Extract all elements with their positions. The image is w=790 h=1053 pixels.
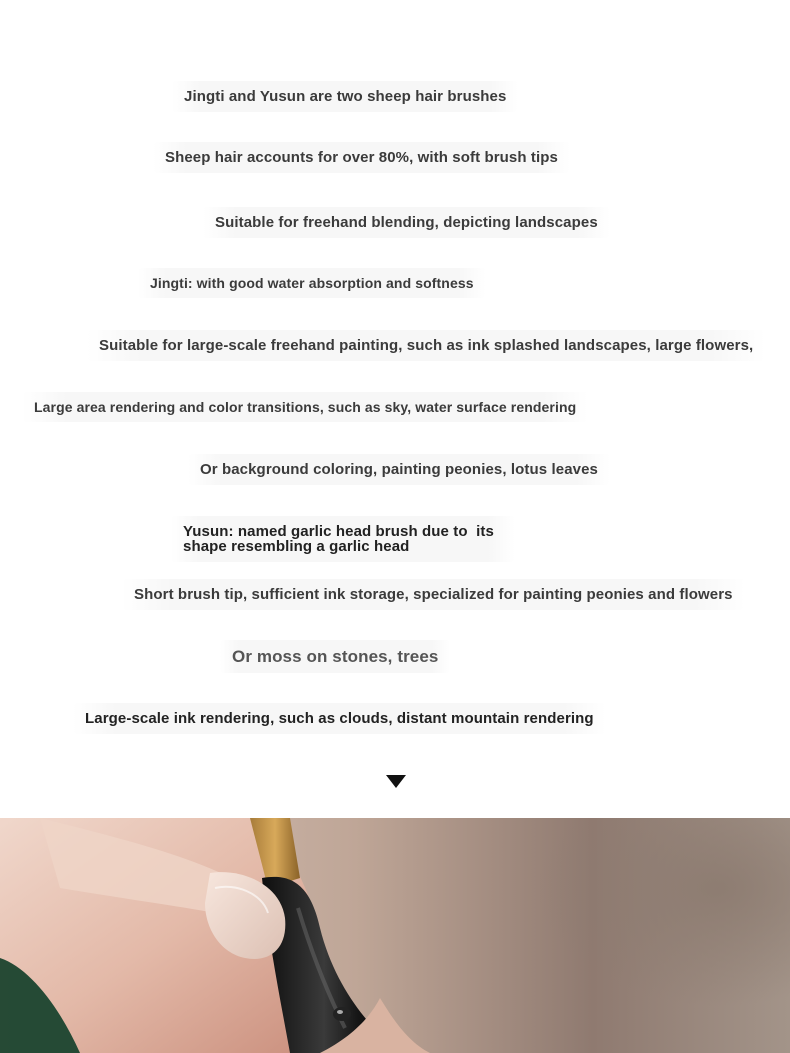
text-line-10: Or moss on stones, trees	[220, 640, 450, 673]
text-line-7: Or background coloring, painting peonies, lotus leaves	[188, 454, 610, 485]
text-line-2: Sheep hair accounts for over 80%, with soft brush tips	[153, 142, 570, 173]
down-triangle-icon	[386, 775, 406, 788]
text-line-5: Suitable for large-scale freehand painting, such as ink splashed landscapes, large flowers,	[87, 330, 765, 361]
text-line-8: Yusun: named garlic head brush due to its shape resembling a garlic head	[171, 516, 515, 562]
text-line-9: Short brush tip, sufficient ink storage, specialized for painting peonies and flowers	[122, 579, 745, 610]
text-line-1: Jingti and Yusun are two sheep hair brushes	[172, 81, 518, 112]
text-line-3: Suitable for freehand blending, depicting landscapes	[203, 207, 610, 238]
text-line-11: Large-scale ink rendering, such as clouds, distant mountain rendering	[73, 703, 606, 734]
text-line-6: Large area rendering and color transitions, such as sky, water surface rendering	[22, 392, 588, 422]
brush-photo	[0, 818, 790, 1053]
text-line-4: Jingti: with good water absorption and softness	[138, 268, 486, 298]
